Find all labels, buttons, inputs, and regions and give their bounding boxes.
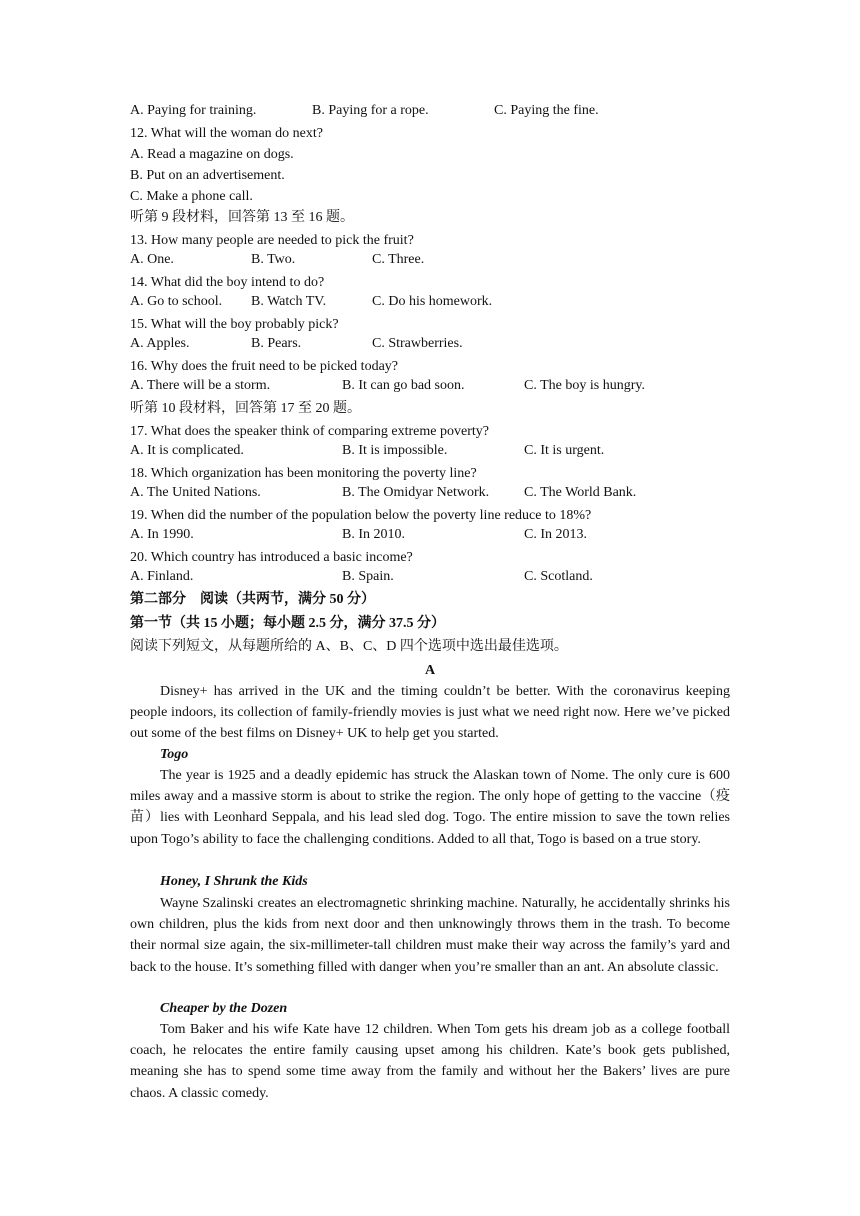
film-title-cheaper: Cheaper by the Dozen bbox=[160, 1001, 288, 1016]
q18-question: 18. Which organization has been monitoring the poverty line? bbox=[130, 466, 477, 481]
q20-question: 20. Which country has introduced a basic income? bbox=[130, 550, 413, 565]
film-text-cheaper: Tom Baker and his wife Kate have 12 children. When Tom gets his dream job as a college football coach, he relocates the entire family causing upset among his children. Kate’s book gets published, meaning she has to spend some time away from the family and without her the Bakers’ lives are pure chaos. A classic comedy. bbox=[130, 1022, 730, 1101]
passage-label: A bbox=[424, 663, 436, 678]
film-text-togo: The year is 1925 and a deadly epidemic has struck the Alaskan town of Nome. The only cure is 600 miles away and a massive storm is about to strike the region. The only hope of getting to the vaccine（疫苗）lies with Leonhard Seppala, and his lead sled dog. Togo. The entire mission to save the town relies upon Togo’s ability to face the challenging conditions. Added to all that, Togo is based on a true story. bbox=[130, 768, 730, 847]
q12-option-c: C. Make a phone call. bbox=[130, 189, 253, 204]
q17-option-b: B. It is impossible. bbox=[342, 443, 448, 458]
q19-option-b: B. In 2010. bbox=[342, 527, 405, 542]
q13-option-a: A. One. bbox=[130, 252, 174, 267]
q13-question: 13. How many people are needed to pick the fruit? bbox=[130, 233, 414, 248]
q19-option-a: A. In 1990. bbox=[130, 527, 194, 542]
section9-instruction: 听第 9 段材料，回答第 13 至 16 题。 bbox=[130, 210, 354, 225]
q19-option-c: C. In 2013. bbox=[524, 527, 587, 542]
q15-question: 15. What will the boy probably pick? bbox=[130, 317, 339, 332]
q16-option-b: B. It can go bad soon. bbox=[342, 378, 465, 393]
film-title-honey: Honey, I Shrunk the Kids bbox=[160, 874, 308, 889]
part2-heading: 第二部分 阅读（共两节，满分 50 分） bbox=[130, 592, 375, 607]
q16-question: 16. Why does the fruit need to be picked today? bbox=[130, 359, 398, 374]
q17-question: 17. What does the speaker think of comparing extreme poverty? bbox=[130, 424, 489, 439]
film-text-honey: Wayne Szalinski creates an electromagnetic shrinking machine. Naturally, he accidentally shrinks his own children, plus the kids from next door and then unknowingly throws them in the trash. To become their normal size again, the six-millimeter-tall children must make their way across the family’s yard and back to the house. It’s something filled with danger when you’re smaller than an ant. An absolute classic. bbox=[130, 896, 730, 975]
q13-option-c: C. Three. bbox=[372, 252, 425, 267]
q18-option-b: B. The Omidyar Network. bbox=[342, 485, 490, 500]
q16-option-a: A. There will be a storm. bbox=[130, 378, 271, 393]
q16-option-c: C. The boy is hungry. bbox=[524, 378, 645, 393]
q17-option-a: A. It is complicated. bbox=[130, 443, 244, 458]
q12-option-a: A. Read a magazine on dogs. bbox=[130, 147, 294, 162]
q11-option-c: C. Paying the fine. bbox=[494, 103, 599, 118]
film-title-togo: Togo bbox=[160, 747, 189, 762]
q12-question: 12. What will the woman do next? bbox=[130, 126, 323, 141]
q11-option-a: A. Paying for training. bbox=[130, 103, 257, 118]
q20-option-a: A. Finland. bbox=[130, 569, 194, 584]
q18-option-a: A. The United Nations. bbox=[130, 485, 261, 500]
section10-instruction: 听第 10 段材料，回答第 17 至 20 题。 bbox=[130, 401, 361, 416]
q15-option-c: C. Strawberries. bbox=[372, 336, 463, 351]
section1-heading: 第一节（共 15 小题；每小题 2.5 分，满分 37.5 分） bbox=[130, 616, 445, 631]
q12-option-b: B. Put on an advertisement. bbox=[130, 168, 285, 183]
q19-question: 19. When did the number of the population below the poverty line reduce to 18%? bbox=[130, 508, 592, 523]
q20-option-b: B. Spain. bbox=[342, 569, 394, 584]
q11-option-b: B. Paying for a rope. bbox=[312, 103, 429, 118]
q14-option-b: B. Watch TV. bbox=[251, 294, 327, 309]
q15-option-b: B. Pears. bbox=[251, 336, 302, 351]
q18-option-c: C. The World Bank. bbox=[524, 485, 637, 500]
q17-option-c: C. It is urgent. bbox=[524, 443, 605, 458]
q15-option-a: A. Apples. bbox=[130, 336, 190, 351]
q14-option-a: A. Go to school. bbox=[130, 294, 223, 309]
q14-question: 14. What did the boy intend to do? bbox=[130, 275, 325, 290]
passage-intro: Disney+ has arrived in the UK and the timing couldn’t be better. With the coronavirus keeping people indoors, its collection of family-friendly movies is just what we need right now. Here we’ve picked out some of the best films on Disney+ UK to help get you started. bbox=[130, 684, 730, 742]
q20-option-c: C. Scotland. bbox=[524, 569, 593, 584]
q14-option-c: C. Do his homework. bbox=[372, 294, 493, 309]
reading-instruction: 阅读下列短文，从每题所给的 A、B、C、D 四个选项中选出最佳选项。 bbox=[130, 639, 568, 654]
q13-option-b: B. Two. bbox=[251, 252, 296, 267]
